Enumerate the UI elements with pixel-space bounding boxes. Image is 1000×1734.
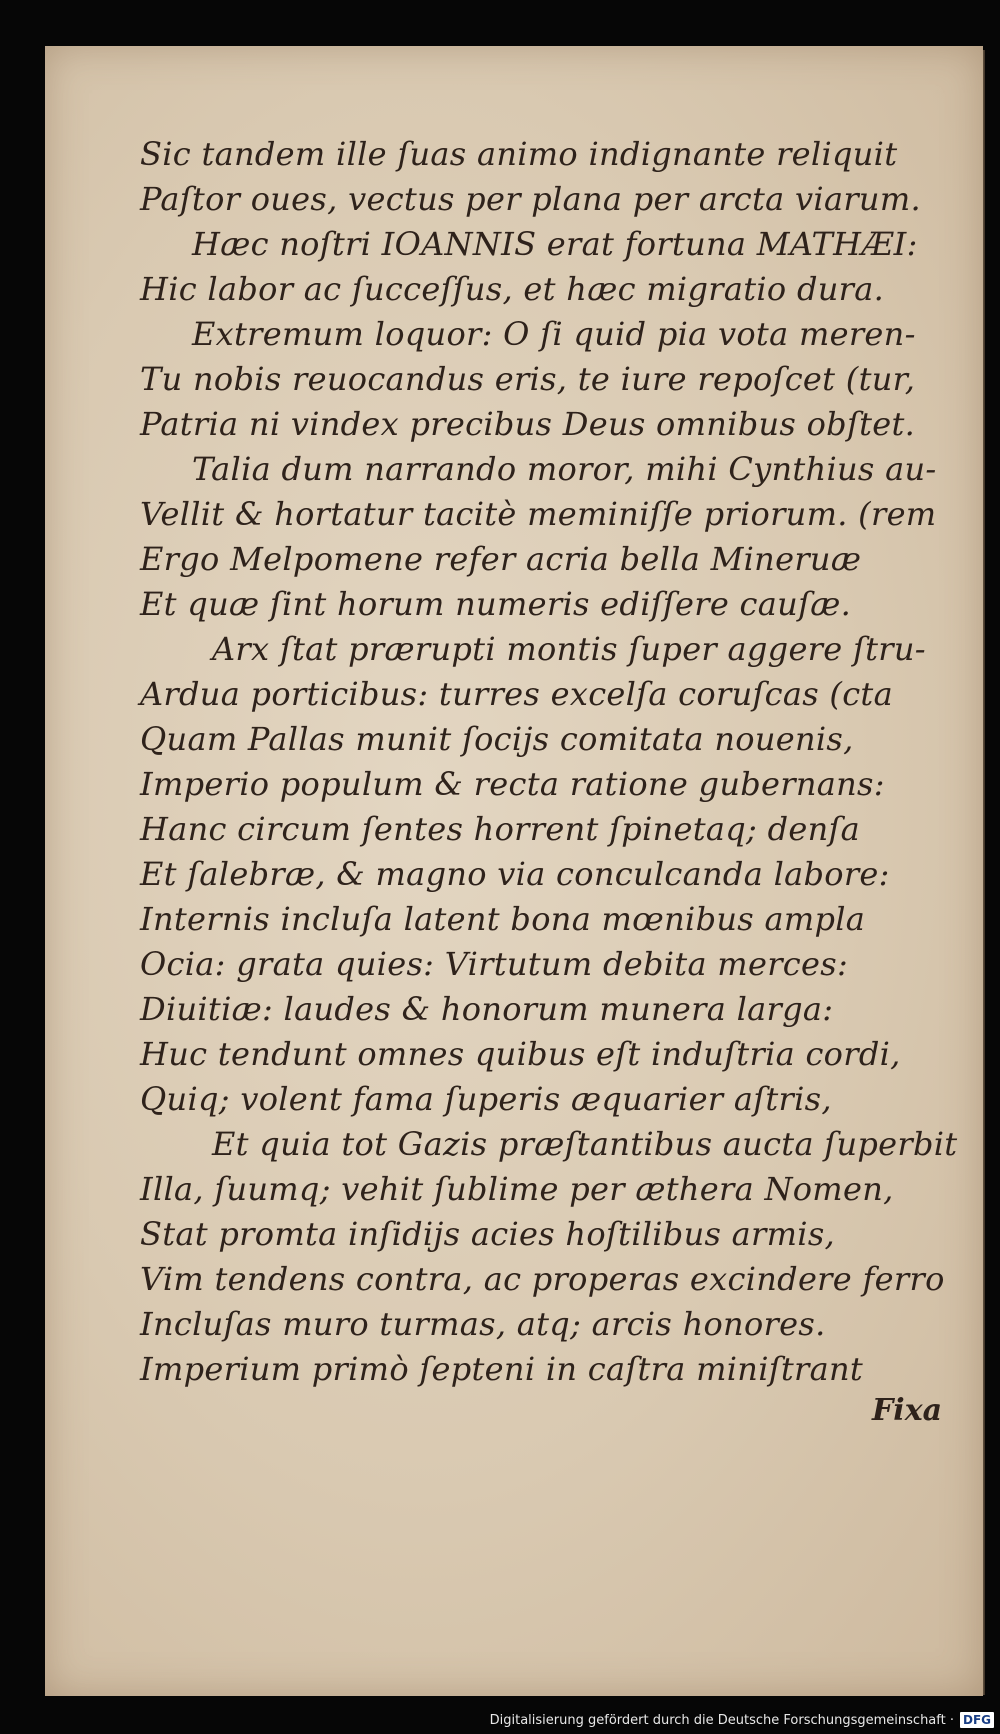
- text-line-28: Imperium primò ſepteni in caſtra miniſtrant: [140, 1350, 864, 1388]
- text-line-13: Ardua porticibus: turres excelſa coruſcas (cta: [140, 675, 893, 713]
- text-line-14: Quam Pallas munit ſocijs comitata nouenis,: [140, 720, 854, 758]
- text-line-23: Et quia tot Gazis præſtantibus aucta ſuperbit: [212, 1125, 958, 1163]
- text-line-22: Quiq; volent fama ſuperis æquarier aſtris,: [140, 1080, 832, 1118]
- digitization-credit: [490, 1708, 994, 1732]
- text-line-15: Imperio populum & recta ratione gubernans:: [140, 765, 885, 803]
- text-line-27: Incluſas muro turmas, atq; arcis honores.: [140, 1305, 826, 1343]
- text-line-10: Ergo Melpomene refer acria bella Mineruæ: [140, 540, 862, 578]
- dfg-logo: DFG: [960, 1712, 994, 1728]
- text-line-1: Sic tandem ille ſuas animo indignante reliquit: [140, 135, 898, 173]
- text-line-2: Paſtor oues, vectus per plana per arcta viarum.: [140, 180, 921, 218]
- text-line-9: Vellit & hortatur tacitè meminiſſe priorum. (rem: [140, 495, 937, 533]
- text-line-25: Stat promta inſidijs acies hoſtilibus armis,: [140, 1215, 836, 1253]
- text-line-8: Talia dum narrando moror, mihi Cynthius au-: [192, 450, 937, 488]
- text-line-5: Extremum loquor: O ſi quid pia vota meren-: [192, 315, 916, 353]
- text-line-17: Et ſalebræ, & magno via conculcanda labore:: [140, 855, 890, 893]
- catchword: Fixa: [872, 1393, 943, 1428]
- text-line-24: Illa, ſuumq; vehit ſublime per æthera Nomen,: [140, 1170, 894, 1208]
- text-line-21: Huc tendunt omnes quibus eſt induſtria cordi,: [140, 1035, 901, 1073]
- text-line-6: Tu nobis reuocandus eris, te iure repoſcet (tur,: [140, 360, 916, 398]
- text-line-19: Ocia: grata quies: Virtutum debita merces:: [140, 945, 849, 983]
- text-line-11: Et quæ ſint horum numeris ediſſere cauſæ.: [140, 585, 852, 623]
- text-line-26: Vim tendens contra, ac properas excindere ferro: [140, 1260, 945, 1298]
- text-line-3: Hæc noſtri IOANNIS erat fortuna MATHÆI:: [192, 225, 918, 263]
- text-line-16: Hanc circum ſentes horrent ſpinetaq; denſa: [140, 810, 861, 848]
- text-line-4: Hic labor ac ſucceſſus, et hæc migratio dura.: [140, 270, 885, 308]
- poem-text: [140, 132, 960, 1392]
- text-line-12: Arx ſtat prærupti montis ſuper aggere ſtru-: [212, 630, 926, 668]
- text-line-7: Patria ni vindex precibus Deus omnibus obſtet.: [140, 405, 916, 443]
- credit-text: Digitalisierung gefördert durch die Deutsche Forschungsgemeinschaft ·: [489, 1712, 954, 1728]
- text-line-18: Internis incluſa latent bona mœnibus ampla: [140, 900, 866, 938]
- text-line-20: Diuitiæ: laudes & honorum munera larga:: [140, 990, 834, 1028]
